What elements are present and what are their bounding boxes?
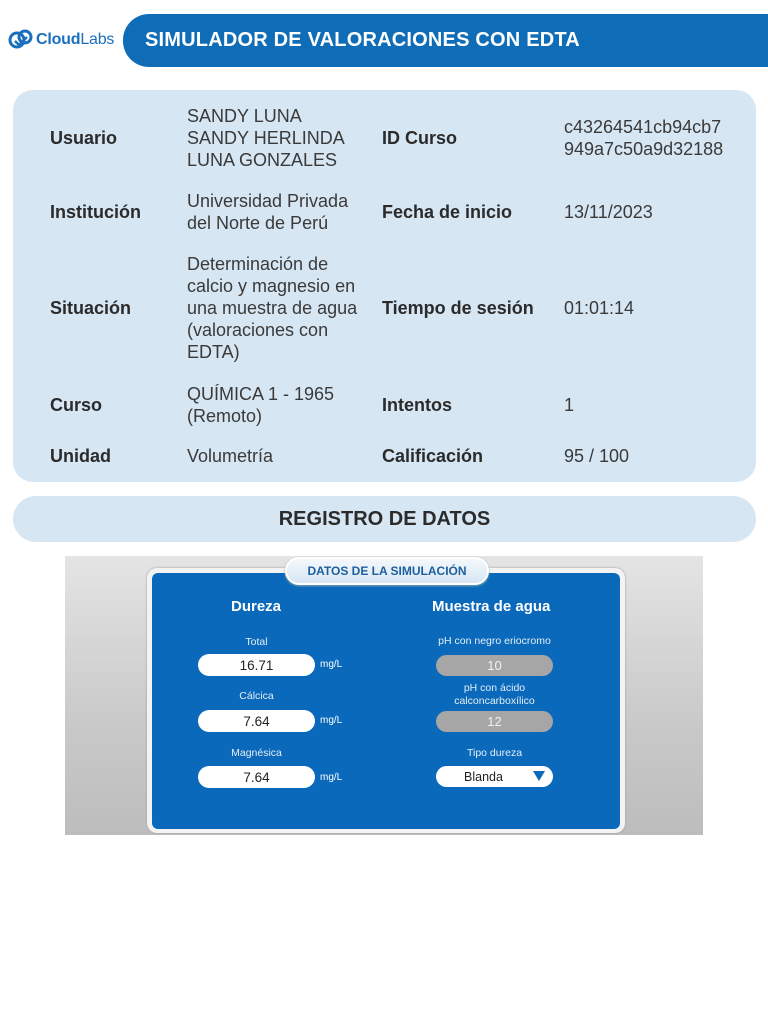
id-curso-value: c43264541cb94cb7 949a7c50a9d32188 (564, 117, 724, 159)
info-panel (13, 90, 756, 482)
tiempo-sesion-value: 01:01:14 (564, 298, 635, 318)
calificacion-value: 95 / 100 (564, 446, 630, 466)
total-label: Total (245, 636, 268, 648)
magnesica-unit: mg/L (320, 772, 343, 783)
usuario-label: Usuario (50, 128, 118, 148)
title-bar (123, 14, 768, 67)
total-unit: mg/L (320, 659, 343, 670)
fecha-inicio-value: 13/11/2023 (564, 202, 653, 222)
magnesica-field[interactable] (198, 766, 315, 788)
ph-negro-label: pH con negro eriocromo (438, 635, 551, 647)
unidad-value: Volumetría (187, 446, 274, 466)
calcica-unit: mg/L (320, 715, 343, 726)
cloudlabs-logo (8, 26, 114, 54)
institucion-label: Institución (50, 202, 141, 222)
simulation-tab-label: DATOS DE LA SIMULACIÓN (307, 564, 467, 578)
calcica-value: 7.64 (243, 713, 270, 729)
cloudlabs-logo-icon (8, 28, 34, 52)
intentos-label: Intentos (382, 395, 452, 415)
calcica-label: Cálcica (239, 690, 274, 702)
dureza-heading: Dureza (231, 598, 282, 615)
unidad-label: Unidad (50, 446, 111, 466)
usuario-value: SANDY LUNA SANDY HERLINDA LUNA GONZALES (187, 106, 345, 170)
calcica-field[interactable] (198, 710, 315, 732)
ph-negro-field (436, 655, 553, 676)
dropdown-arrow-icon (533, 771, 545, 781)
curso-label: Curso (50, 395, 103, 415)
institucion-value: Universidad Privada del Norte de Perú (187, 191, 349, 233)
total-value: 16.71 (239, 657, 274, 673)
registro-bar (13, 496, 756, 542)
situacion-value: Determinación de calcio y magnesio en una muestra de agua (valoraciones con EDTA) (187, 254, 358, 362)
ph-acido-label: pH con ácido calconcarboxílico (454, 682, 535, 707)
id-curso-label: ID Curso (382, 128, 458, 148)
logo-text-bold: Cloud (36, 31, 81, 48)
curso-value: QUÍMICA 1 - 1965 (Remoto) (187, 384, 335, 426)
tipo-dureza-label: Tipo dureza (466, 747, 523, 759)
logo-text (36, 31, 114, 49)
total-field[interactable] (198, 654, 315, 676)
intentos-value: 1 (564, 395, 575, 415)
magnesica-value: 7.64 (243, 769, 270, 785)
registro-title: REGISTRO DE DATOS (278, 507, 491, 530)
page-title: SIMULADOR DE VALORACIONES CON EDTA (145, 29, 580, 51)
tipo-dureza-select[interactable] (436, 766, 553, 787)
magnesica-label: Magnésica (231, 747, 282, 759)
tiempo-sesion-label: Tiempo de sesión (382, 298, 534, 318)
ph-acido-value: 12 (487, 714, 502, 729)
logo-text-light: Labs (80, 31, 115, 48)
ph-negro-value: 10 (487, 658, 502, 673)
fecha-inicio-label: Fecha de inicio (382, 202, 513, 222)
simulation-tab[interactable] (285, 557, 489, 585)
ph-acido-field (436, 711, 553, 732)
muestra-agua-heading: Muestra de agua (432, 598, 551, 615)
calificacion-label: Calificación (382, 446, 484, 466)
tipo-dureza-value: Blanda (464, 769, 503, 784)
header (0, 0, 768, 80)
situacion-label: Situación (50, 298, 132, 318)
